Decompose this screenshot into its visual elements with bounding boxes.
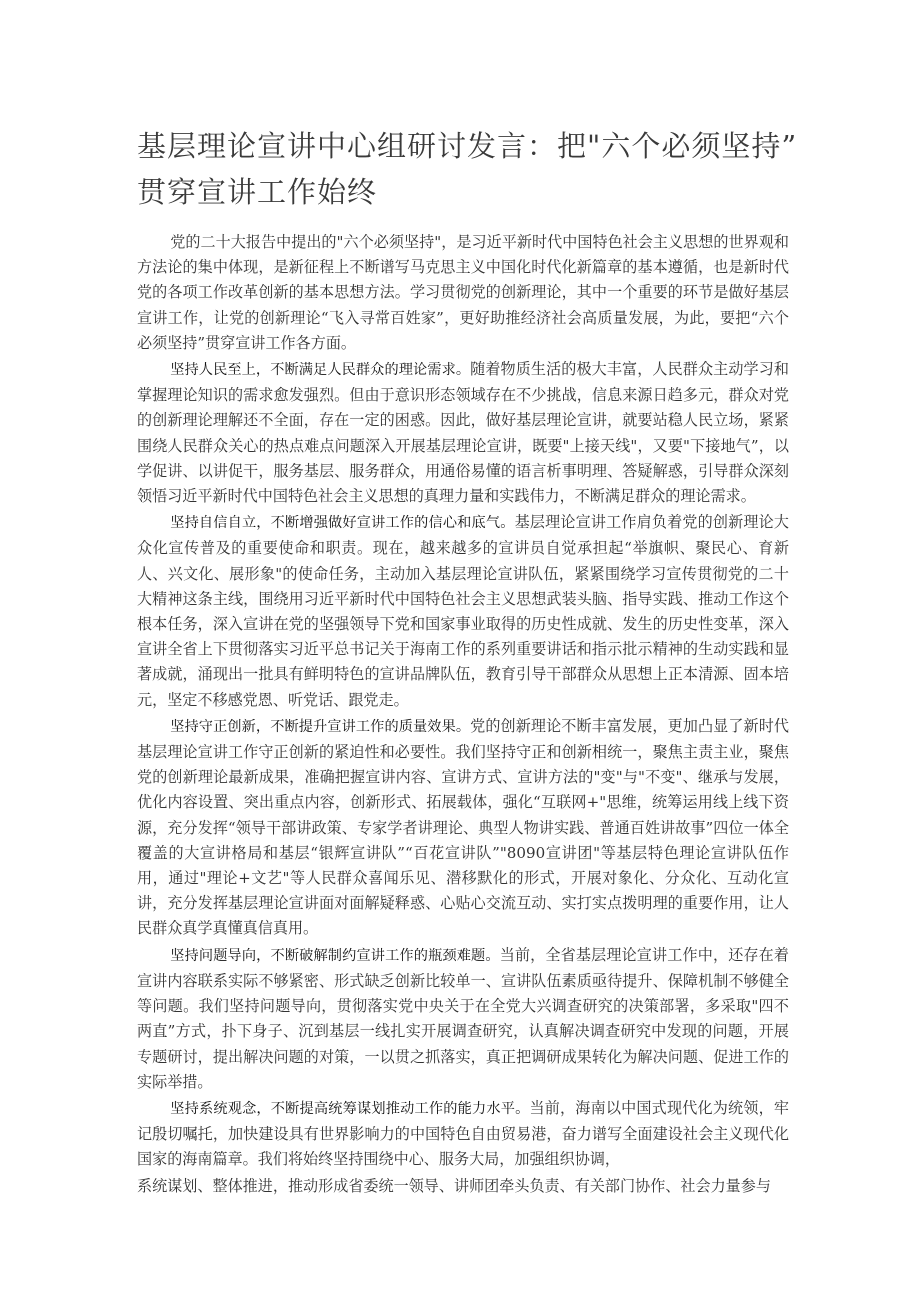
section-text: 基层理论宣讲工作肩负着党的创新理论大众化宣传普及的重要使命和职责。现在，越来越多的宣讲员自觉承担起“举旗帜、聚民心、育新人、兴文化、展形象"的使命任务，主动加入基层理论宣讲队伍，紧紧围绕学习宣传贯彻党的二十大精神这条主线，围绕用习近平新时代中国特色社会主义思想武装头脑、指导实践、推动工作这个根本任务，深入宣讲在党的坚强领导下党和国家事业取得的历史性成就、发生的历史性变革，深入宣讲全省上下贯彻落实习近平总书记关于海南工作的系列重要讲话和指示批示精神的生动实践和显著成就，涌现出一批具有鲜明特色的宣讲品牌队伍，教育引导干部群众从思想上正本清源、固本培元，坚定不移感党恩、听党话、跟党走。 [137, 513, 789, 709]
intro-paragraph: 党的二十大报告中提出的"六个必须坚持"，是习近平新时代中国特色社会主义思想的世界观和方法论的集中体现，是新征程上不断谱写马克思主义中国化时代化新篇章的基本遵循，也是新时代党的各项工作改革创新的基本思想方法。学习贯彻党的创新理论，其中一个重要的环节是做好基层宣讲工作，让党的创新理论“飞入寻常百姓家”，更好助推经济社会高质量发展，为此，要把“六个必须坚持”贯穿宣讲工作各方面。 [137, 233, 789, 352]
section-text: 随着物质生活的极大丰富，人民群众主动学习和掌握理论知识的需求愈发强烈。但由于意识形态领域存在不少挑战，信息来源日趋多元，群众对党的创新理论理解还不全面，存在一定的困惑。因此，做好基层理论宣讲，就要站稳人民立场，紧紧围绕人民群众关心的热点难点问题深入开展基层理论宣讲，既要"上接天线"，又要"下接地气”，以学促讲、以讲促干，服务基层、服务群众，用通俗易懂的语言析事明理、答疑解惑，引导群众深刻领悟习近平新时代中国特色社会主义思想的真理力量和实践伟力，不断满足群众的理论需求。 [137, 360, 789, 506]
section-lead: 坚持人民至上，不断满足人民群众的理论需求。 [170, 362, 471, 379]
section-text: 党的创新理论不断丰富发展，更加凸显了新时代基层理论宣讲工作守正创新的紧迫性和必要性。我们坚持守正和创新相统一，聚焦主责主业，聚焦党的创新理论最新成果，准确把握宣讲内容、宣讲方式、宣讲方法的"变"与"不变"、继承与发展，优化内容设置、突出重点内容，创新形式、拓展载体，强化“互联网+"思维，统筹运用线上线下资源，充分发挥“领导干部讲政策、专家学者讲理论、典型人物讲实践、普通百姓讲故事”四位一体全覆盖的大宣讲格局和基层“银辉宣讲队”“百花宣讲队”"8090宣讲团"等基层特色理论宣讲队伍作用，通过"理论+文艺"等人民群众喜闻乐见、潜移默化的形式，开展对象化、分众化、互动化宣讲，充分发挥基层理论宣讲面对面解疑释惑、心贴心交流互动、实打实点拨明理的重要作用，让人民群众真学真懂真信真用。 [137, 716, 789, 938]
section-text: 当前，海南以中国式现代化为统领，牢记殷切嘱托，加快建设具有世界影响力的中国特色自由贸易港，奋力谱写全面建设社会主义现代化国家的海南篇章。我们将始终坚持围绕中心、服务大局，加强组织协调， [137, 1098, 789, 1169]
section-paragraph [137, 510, 789, 713]
section-lead: 坚持自信自立，不断增强做好宣讲工作的信心和底气。 [170, 515, 515, 532]
section-paragraph [137, 1096, 789, 1173]
section-lead: 坚持守正创新，不断提升宣讲工作的质量效果。 [170, 718, 471, 735]
section-lead: 坚持系统观念，不断提高统筹谋划推动工作的能力水平。 [170, 1100, 530, 1117]
title-line-2: 贯穿宣讲工作始终 [137, 175, 378, 209]
continuation-line: 系统谋划、整体推进，推动形成省委统一领导、讲师团牵头负责、有关部门协作、社会力量参与 [137, 1176, 771, 1195]
title-line-1: 基层理论宣讲中心组研讨发言：把"六个必须坚持” [137, 129, 798, 163]
section-paragraph [137, 943, 789, 1095]
section-lead: 坚持问题导向，不断破解制约宣讲工作的瓶颈难题。 [170, 947, 500, 964]
document-body [137, 230, 789, 1200]
section-text: 当前，全省基层理论宣讲工作中，还存在着宣讲内容联系实际不够紧密、形式缺乏创新比较单一、宣讲队伍素质亟待提升、保障机制不够健全等问题。我们坚持问题导向，贯彻落实党中央关于在全党大兴调查研究的决策部署，多采取"四不两直”方式，扑下身子、沉到基层一线扎实开展调查研究，认真解决调查研究中发现的问题，开展专题研讨，提出解决问题的对策，一以贯之抓落实，真正把调研成果转化为解决问题、促进工作的实际举措。 [137, 945, 789, 1091]
section-paragraph [137, 714, 789, 942]
section-paragraph [137, 357, 789, 509]
